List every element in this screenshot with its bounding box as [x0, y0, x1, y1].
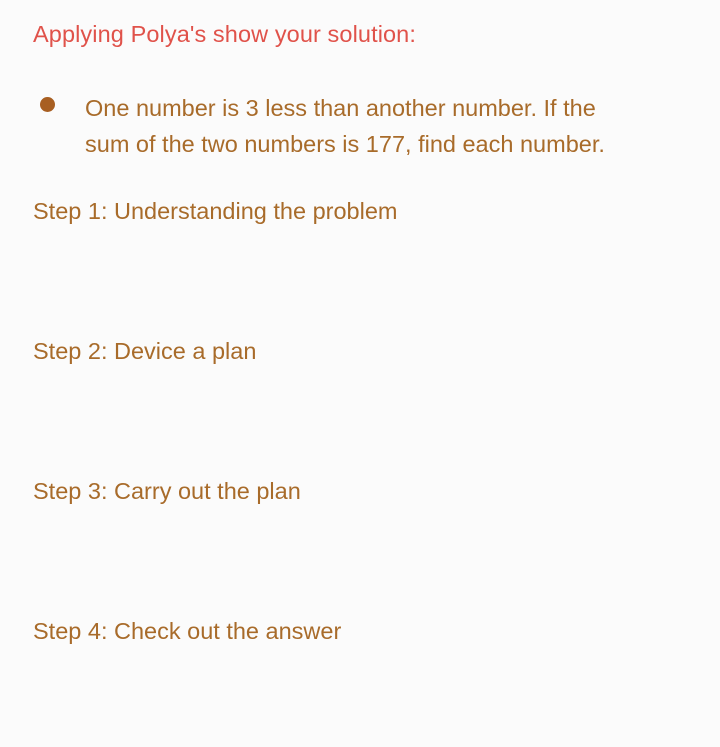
bullet-icon — [40, 97, 55, 112]
problem-statement — [85, 90, 695, 162]
problem-line-1: One number is 3 less than another number. If the — [85, 95, 596, 121]
page-heading: Applying Polya's show your solution: — [33, 21, 416, 47]
step-2-label: Step 2: Device a plan — [33, 338, 257, 364]
step-3-label: Step 3: Carry out the plan — [33, 478, 301, 504]
step-1-label: Step 1: Understanding the problem — [33, 198, 398, 224]
step-4-label: Step 4: Check out the answer — [33, 618, 342, 644]
problem-line-2: sum of the two numbers is 177, find each number. — [85, 131, 605, 157]
